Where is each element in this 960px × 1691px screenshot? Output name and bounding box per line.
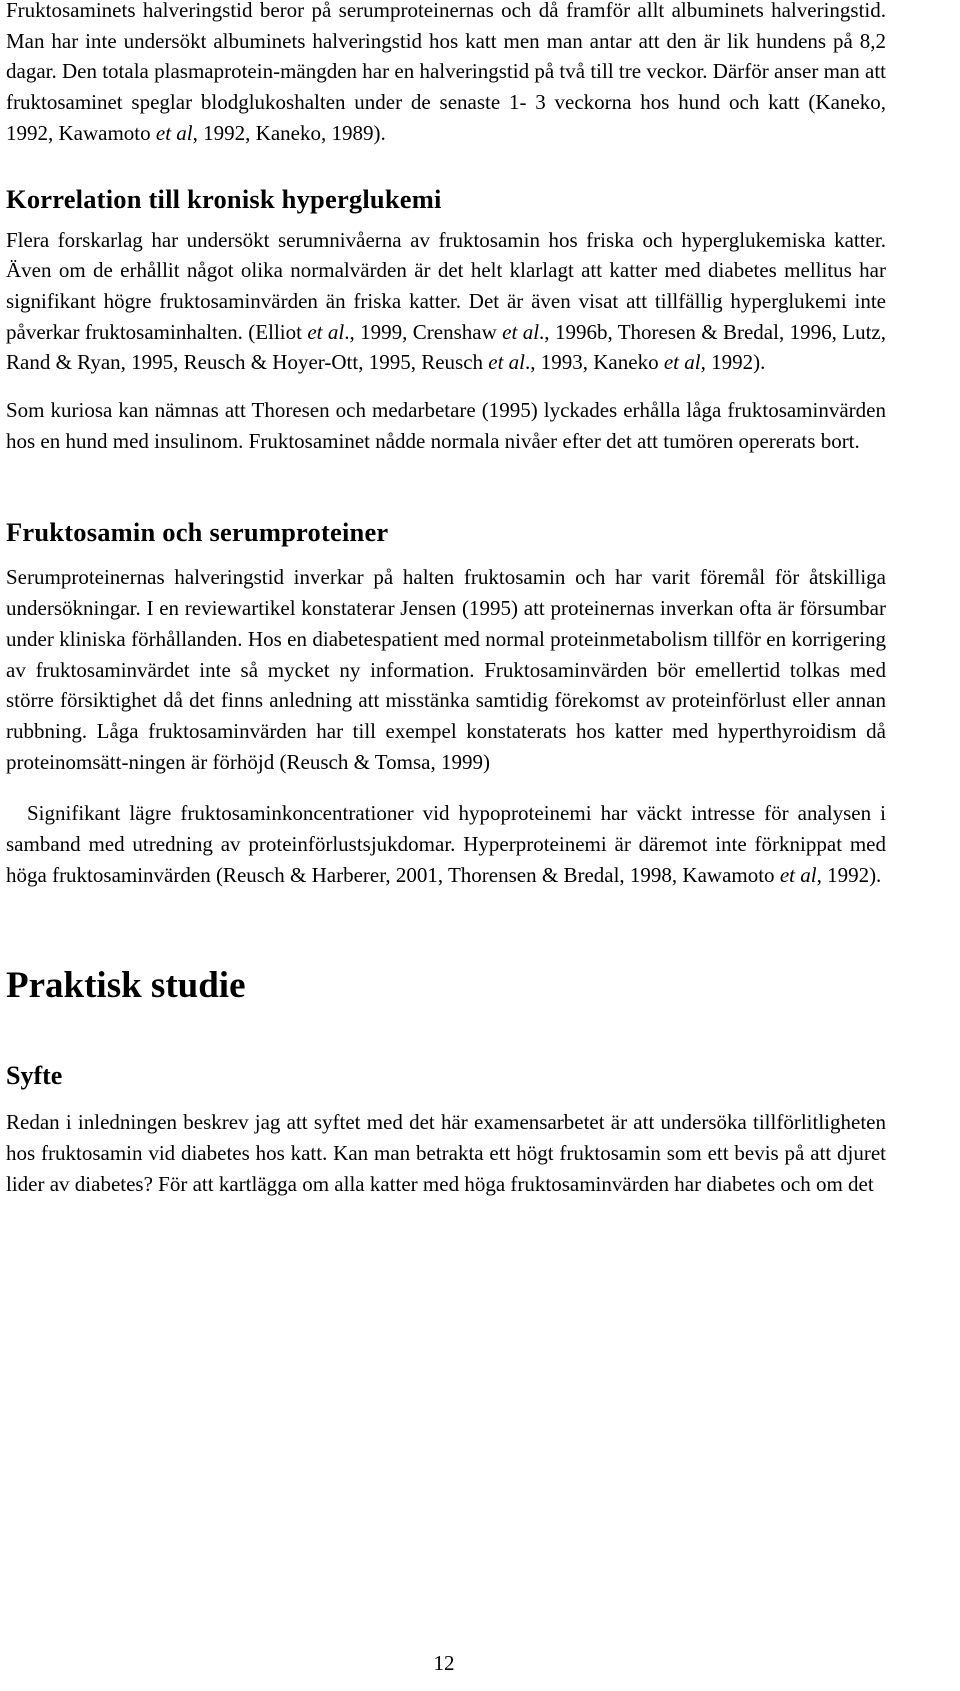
heading-fruktosamin-serumproteiner: Fruktosamin och serumproteiner — [6, 517, 389, 548]
italic-citation: et al — [307, 319, 345, 344]
heading-praktisk-studie: Praktisk studie — [6, 965, 246, 1007]
paragraph-forskarlag: Flera forskarlag har undersökt serumnivåerna av fruktosamin hos friska och hyperglukemiska katter. Även om de erhållit något olika normalvärden är det helt klarlagt att katter med diabetes mellitus har signifikant högre fruktosaminvärden än friska katter. Det är även visat att tillfällig hyperglukemi inte påverkar fruktosaminhalten. (Elliot et al., 1999, Crenshaw et al., 1996b, Thoresen & Bredal, 1996, Lutz, Rand & Ryan, 1995, Reusch & Hoyer-Ott, 1995, Reusch et al., 1993, Kaneko et al, 1992). — [6, 227, 886, 375]
paragraph-halveringstid: Fruktosaminets halveringstid beror på serumproteinernas och då framför allt albuminets halveringstid. Man har inte undersökt albuminets halveringstid hos katt men man antar att den är lik hundens på 8,2 dagar. Den totala plasmaprotein-mängden har en halveringstid på två till tre veckor. Därför anser man att fruktosaminet speglar blodglukoshalten under de senaste 1- 3 veckorna hos hund och katt (Kaneko, 1992, Kawamoto et al, 1992, Kaneko, 1989). — [6, 0, 886, 145]
italic-citation: et al — [779, 862, 817, 887]
italic-citation: et al — [502, 319, 540, 344]
paragraph-hypoproteinemi: Signifikant lägre fruktosaminkoncentrationer vid hypoproteinemi har väckt intresse för analysen i samband med utredning av proteinförlustsjukdomar. Hyperproteinemi är däremot inte förknippat med höga fruktosaminvärden (Reusch & Harberer, 2001, Thorensen & Bredal, 1998, Kawamoto et al, 1992). — [6, 801, 886, 887]
italic-citation: et al — [488, 350, 526, 375]
page-content — [6, 0, 886, 1200]
paragraph-serumproteinernas: Serumproteinernas halveringstid inverkar på halten fruktosamin och har varit föremål för åtskilliga undersökningar. I en reviewartikel konstaterar Jensen (1995) att proteinernas inverkan ofta är försumbar under kliniska förhållanden. Hos en diabetespatient med normal proteinmetabolism tillför en korrigering av fruktosaminvärdet inte så mycket ny information. Fruktosaminvärden bör emellertid tolkas med större försiktighet då det finns anledning att misstänka samtidig förekomst av proteinförlust eller annan rubbning. Låga fruktosaminvärden har till exempel konstaterats hos katter med hyperthyroidism då proteinomsätt-ningen är förhöjd (Reusch & Tomsa, 1999) — [6, 565, 886, 774]
paragraph-syfte: Redan i inledningen beskrev jag att syftet med det här examensarbetet är att undersöka tillförlitligheten hos fruktosamin vid diabetes hos katt. Kan man betrakta ett högt fruktosamin som ett bevis på att djuret lider av diabetes? För att kartlägga om alla katter med höga fruktosaminvärden har diabetes och om det — [6, 1110, 886, 1196]
italic-citation: et al — [663, 350, 701, 375]
heading-syfte: Syfte — [6, 1061, 63, 1091]
heading-korrelation: Korrelation till kronisk hyperglukemi — [6, 183, 442, 214]
italic-citation: et al — [155, 120, 193, 145]
page-number: 12 — [433, 1651, 455, 1675]
paragraph-kuriosa: Som kuriosa kan nämnas att Thoresen och medarbetare (1995) lyckades erhålla låga fruktosaminvärden hos en hund med insulinom. Fruktosaminet nådde normala nivåer efter det att tumören opererats bort. — [6, 398, 886, 453]
